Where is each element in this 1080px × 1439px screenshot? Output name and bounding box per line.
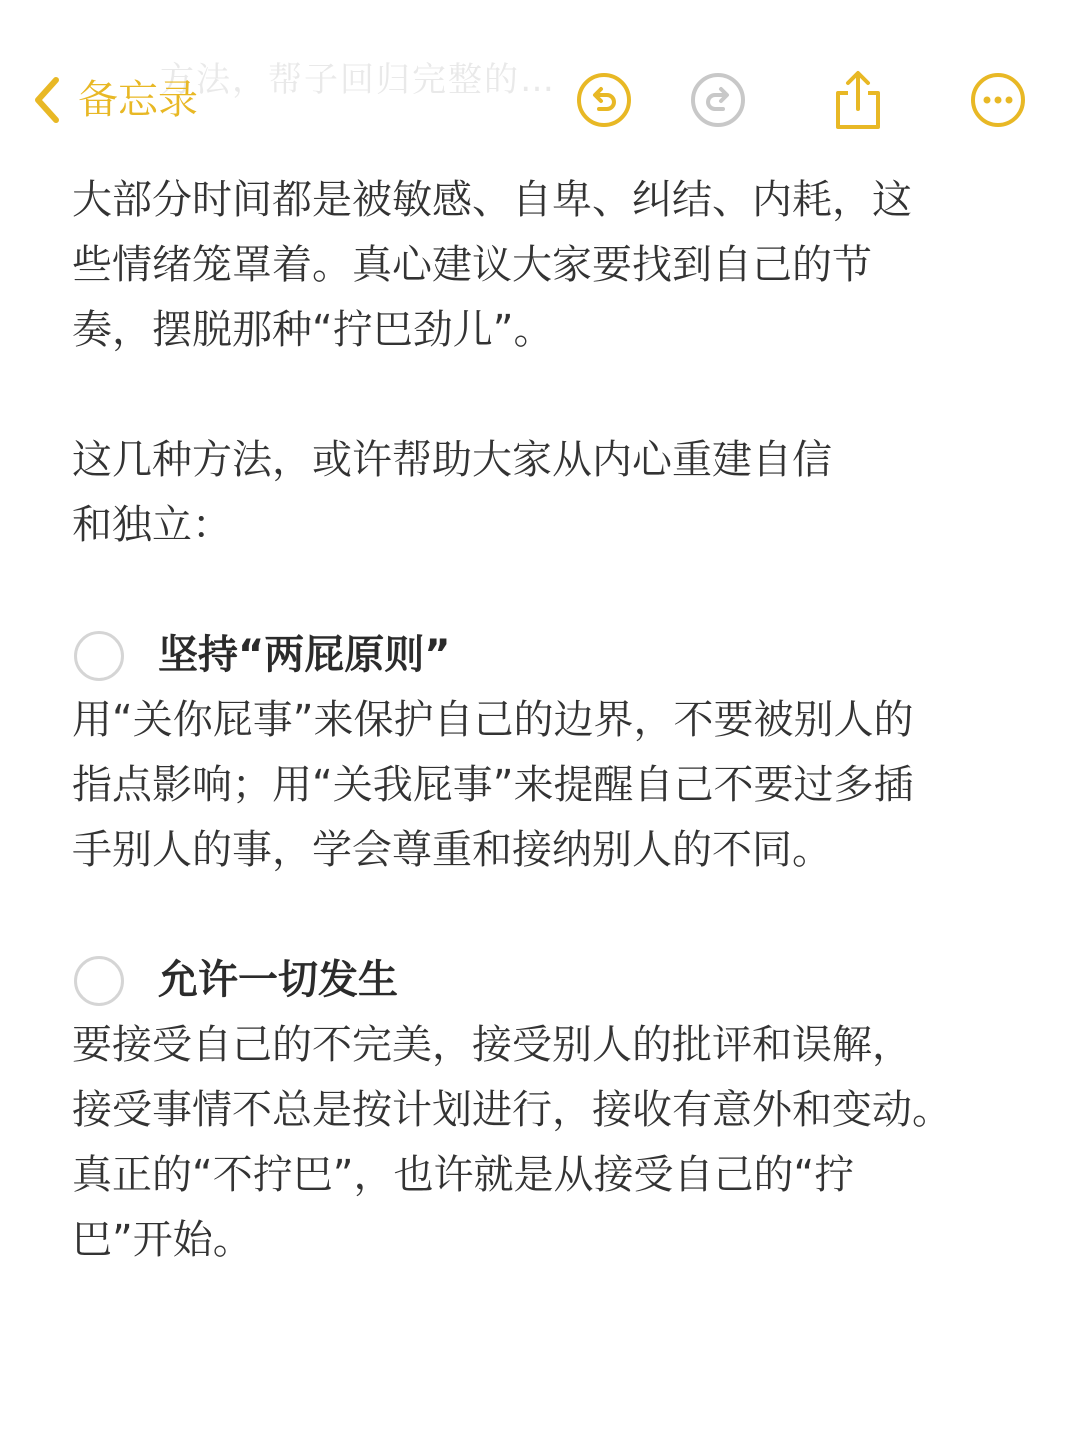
blank-line [72, 363, 1022, 428]
text-line: 和独立： [72, 502, 232, 548]
blank-line [72, 558, 1022, 623]
undo-icon [575, 71, 633, 129]
checklist-item-title: 坚持“两屁原则” [158, 632, 451, 678]
text-line: 指点影响；用“关我屁事”来提醒自己不要过多插 [72, 762, 914, 808]
chevron-left-icon [30, 74, 64, 126]
intro-paragraph [72, 168, 1022, 363]
checklist-item [72, 623, 1022, 688]
checklist-item [72, 948, 1022, 1013]
text-line: 用“关你屁事”来保护自己的边界，不要被别人的 [72, 697, 914, 743]
text-line: 这几种方法，或许帮助大家从内心重建自信 [72, 437, 832, 483]
text-line: 奏，摆脱那种“拧巴劲儿”。 [72, 307, 554, 353]
redo-icon [689, 71, 747, 129]
back-label: 备忘录 [78, 77, 198, 123]
navigation-bar [0, 0, 1080, 150]
blank-line [72, 883, 1022, 948]
undo-button[interactable] [574, 70, 634, 130]
text-line: 大部分时间都是被敏感、自卑、纠结、内耗，这 [72, 177, 912, 223]
share-button[interactable] [828, 70, 888, 130]
checklist-item-body [72, 1013, 1022, 1273]
note-body[interactable] [72, 168, 1022, 1273]
more-button[interactable] [968, 70, 1028, 130]
checklist-item-title: 允许一切发生 [158, 957, 398, 1003]
redo-button[interactable] [688, 70, 748, 130]
text-line: 接受事情不总是按计划进行，接收有意外和变动。 [72, 1087, 952, 1133]
methods-paragraph [72, 428, 1022, 558]
text-line: 些情绪笼罩着。真心建议大家要找到自己的节 [72, 242, 872, 288]
text-line: 巴”开始。 [72, 1217, 253, 1263]
back-button[interactable] [30, 70, 198, 130]
checkbox-unchecked[interactable] [74, 956, 124, 1006]
text-line: 真正的“不拧巴”，也许就是从接受自己的“拧 [72, 1152, 855, 1198]
text-line: 手别人的事，学会尊重和接纳别人的不同。 [72, 827, 832, 873]
checklist-item-body [72, 688, 1022, 883]
checkbox-unchecked[interactable] [74, 631, 124, 681]
share-icon [829, 69, 887, 131]
more-icon [969, 71, 1027, 129]
faded-note-title: 方法，帮子回归完整的… [160, 60, 556, 100]
text-line: 要接受自己的不完美，接受别人的批评和误解， [72, 1022, 912, 1068]
